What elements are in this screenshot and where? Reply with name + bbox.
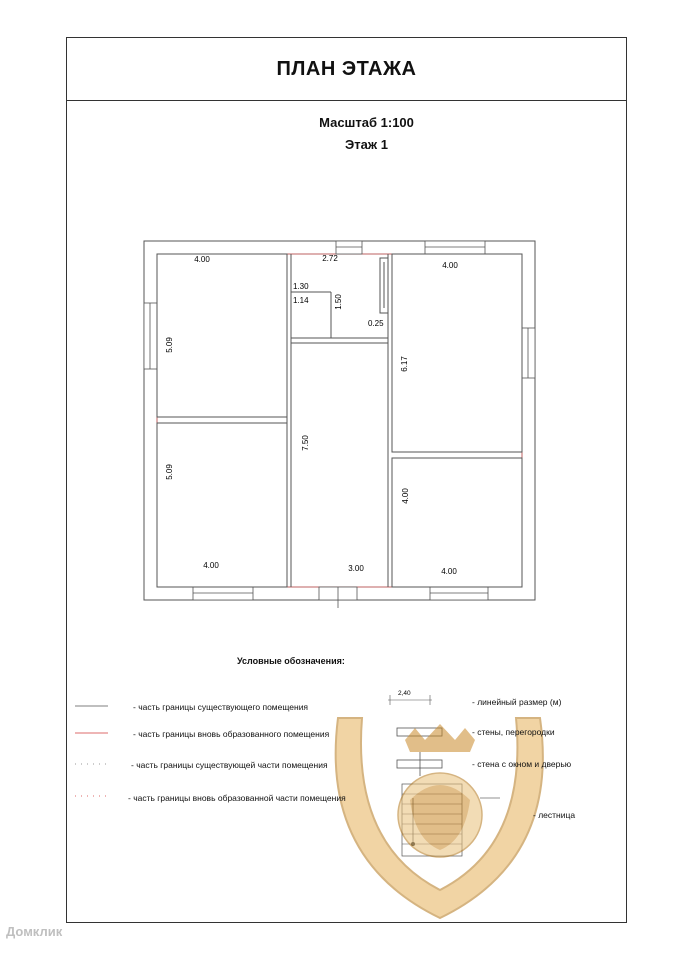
dim-bath-a: 1.30 bbox=[293, 282, 309, 291]
dim-room-br-height: 4.00 bbox=[401, 488, 410, 504]
legend-item-linear-dimension: - линейный размер (м) bbox=[472, 697, 562, 707]
legend-sample-dim: 2,40 bbox=[398, 690, 411, 697]
legend-item-existing-boundary: - часть границы существующего помещения bbox=[133, 702, 309, 712]
dim-room-bl-width: 4.00 bbox=[203, 561, 219, 570]
legend-item-new-part: - часть границы вновь образованной части помещения bbox=[128, 793, 346, 803]
legend-title: Условные обозначения: bbox=[237, 656, 345, 666]
dim-bath-c: 1.50 bbox=[334, 294, 343, 310]
dim-room-br-width: 4.00 bbox=[441, 567, 457, 576]
dim-bath-width: 2.72 bbox=[322, 254, 338, 263]
dim-corridor-width: 3.00 bbox=[348, 564, 364, 573]
legend-item-existing-part: - часть границы существующей части помещения bbox=[131, 760, 328, 770]
legend-item-walls: - стены, перегородки bbox=[472, 727, 555, 737]
page-title: ПЛАН ЭТАЖА bbox=[276, 58, 417, 80]
dim-room-tr-height: 6.17 bbox=[400, 356, 409, 372]
dim-room-tl-height: 5.09 bbox=[165, 337, 174, 353]
dim-room-tr-width: 4.00 bbox=[442, 261, 458, 270]
legend-item-wall-window-door: - стена с окном и дверью bbox=[472, 759, 572, 769]
dim-room-bl-height: 5.09 bbox=[165, 464, 174, 480]
watermark-logo: Домклик bbox=[6, 924, 63, 939]
dim-bath-b: 1.14 bbox=[293, 296, 309, 305]
horseshoe-stamp-icon bbox=[336, 718, 543, 918]
dim-room-tl-width: 4.00 bbox=[194, 255, 210, 264]
scale-label: Масштаб 1:100 bbox=[319, 115, 414, 130]
legend-item-stairs: - лестница bbox=[533, 810, 576, 820]
legend-item-new-boundary: - часть границы вновь образованного помещения bbox=[133, 729, 330, 739]
dim-partition: 0.25 bbox=[368, 319, 384, 328]
floor-label: Этаж 1 bbox=[345, 137, 388, 152]
dim-corridor-length: 7.50 bbox=[301, 435, 310, 451]
